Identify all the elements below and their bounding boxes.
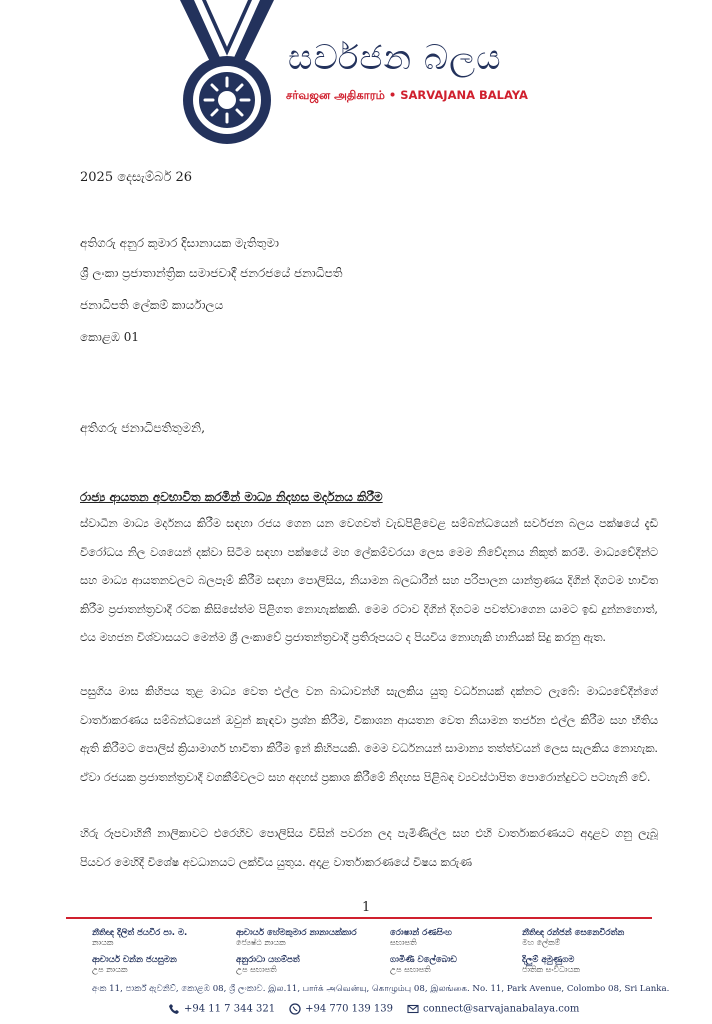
contact-row [168, 1003, 579, 1015]
salutation: අතිගරු ජනාධිපතිතුමනි, [80, 420, 206, 435]
brand-subtitle: சர்வஜன அதிகாரம் • SARVAJANA BALAYA [286, 88, 528, 102]
brand-title: සර්වජන බලය [288, 38, 502, 78]
person-name: නීතිඥ දිලිත් ජයවීර පා. ම. [92, 928, 188, 938]
body-paragraph: පසුගිය මාස කිහිපය තුළ මාධ්‍ය වෙත එල්ල වන බාධාවන්හි සැලකිය යුතු වර්ධනයක් දක්නට ලැබේ: මාධ්‍යවේදීන්ගේ වාර්තාකරණය සම්බන්ධයෙන් ඔවුන් කැඳවා ප්‍රශ්න කිරීම, විකාශන ආයතන වෙත නියාමන තර්ජන එල්ල කිරීම සහ භීතිය ඇති කිරීමට පොලිස් ක්‍රියාමාර්ග භාවිතා කිරීම ඉන් කිහිපයකි. මෙම වර්ධනයන් සාමාන්‍ය තත්ත්වයන් ලෙස සැලකිය නොහැක. ඒවා රජයක ප්‍රජාතන්ත්‍රවාදී වගකීම්වලට සහ අදහස් ප්‍රකාශ කිරීමේ නිදහස පිළිබඳ ව්‍යවස්ථාපිත පොරොන්දුවට පටහැනි වේ. [80, 685, 658, 784]
person-name: අනුරාධා යහම්පත් [236, 955, 300, 965]
person-role: උප සභාපති [390, 965, 431, 974]
phone-contact[interactable] [168, 1003, 275, 1015]
person-role: මහ ලේකම් [522, 938, 561, 947]
addressee-city: කොළඹ 01 [80, 330, 139, 344]
whatsapp-contact[interactable] [289, 1003, 393, 1015]
page-number: 1 [362, 900, 371, 915]
footer-person [522, 955, 580, 975]
footer-person [92, 928, 187, 948]
addressee-title: ශ්‍රී ලංකා ප්‍රජාතාන්ත්‍රික සමාජවාදී ජනරජයේ ජනාධිපති [80, 266, 343, 280]
footer-person [390, 955, 457, 975]
person-role: උප සභාපති [236, 965, 277, 974]
addressee-name: අතිගරු අනුර කුමාර දිසානායක මැතිතුමා [80, 236, 279, 250]
person-name: නීතිඥ රන්ජන් සෙනෙවිරත්න [522, 928, 625, 938]
footer-person [236, 928, 357, 948]
person-role: ජාතික සංවිධායක [522, 965, 580, 974]
person-name: ගාමිණී වලේබොඩ [390, 955, 457, 965]
body-paragraph: හිරු රූපවාහිනී නාලිකාවට එරෙහිව පොලිසිය විසින් පවරන ලද පැමිණිල්ල සහ එහි වාර්තාකරණයට අදාළව ගනු ලැබූ පියවර මෙහිදී විශේෂ අවධානයට ලක්විය යුතුය. අදාළ වාර්තාකරණයේ විෂය කරුණ [80, 827, 658, 869]
person-name: රොෂාන් රණසිංහ [390, 928, 452, 938]
person-name: ආචාර්ය චන්න ජයසුමන [92, 955, 177, 965]
email-contact[interactable] [407, 1003, 579, 1015]
body-paragraph: ස්වාධීන මාධ්‍ය මර්දනය කිරීම සඳහා රජය ගෙන යන වෙගවත් වැඩපිළිවෙළ සම්බන්ධයෙන් සර්වජන බලය පක්ෂයේ දැඩි විරෝධය නිල වශයෙන් දක්වා සිටීම සඳහා පක්ෂයේ මහ ලේකම්වරයා ලෙස මෙම නිවේදනය නිකුත් කරමි. මාධ්‍යවේදීන්ට සහ මාධ්‍ය ආයතනවලට බලපෑම් කිරීම සඳහා පොලිසිය, නියාමන බලධාරීන් සහ පරිපාලන යාන්ත්‍රණය දිගින් දිගටම භාවිත කිරීම ප්‍රජාතන්ත්‍රවාදී රටක කිසිසේත්ම පිළිගත නොහැක්කකි. මෙම රටාව දිගින් දිගටම පවත්වාගෙන යාමට ඉඩ දුන්නහොත්, එය මහජන විශ්වාසයට මෙන්ම ශ්‍රී ලංකාවේ ප්‍රජාතන්ත්‍රවාදී ප්‍රතිරූපයට ද පියවිය නොහැකි හානියක් සිදු කරනු ඇත. [80, 517, 658, 644]
footer-divider [66, 917, 652, 919]
footer-person [92, 955, 177, 975]
person-role: නායක [92, 938, 114, 947]
logo-medal-icon [172, 0, 282, 152]
whatsapp-icon [289, 1003, 301, 1015]
email-address: connect@sarvajanabalaya.com [423, 1003, 580, 1015]
email-icon [407, 1003, 419, 1015]
footer-person [522, 928, 624, 948]
subject-line: රාජ්‍ය ආයතන අවභාවිත කරමින් මාධ්‍ය නිදහස මර්දනය කිරීම [80, 490, 383, 504]
addressee-office: ජනාධිපති ලේකම් කාර්යාලය [80, 298, 224, 312]
person-name: දිලුම් අමුණුගම [522, 955, 575, 965]
footer-person [390, 928, 452, 948]
phone-icon [168, 1003, 180, 1015]
letter-date: 2025 දෙසැම්බර් 26 [80, 170, 192, 185]
person-role: ජ්‍යෙෂ්ඨ නායක [236, 938, 286, 947]
footer-person [236, 955, 300, 975]
person-name: ආචාර්ය හේමකුමාර නානායක්කාර [236, 928, 357, 938]
whatsapp-number: +94 770 139 139 [305, 1003, 393, 1015]
person-role: සභාපති [390, 938, 417, 947]
person-role: උප නායක [92, 965, 128, 974]
footer-address: අංක 11, පාර්ක් ඇවනිව්, කොළඹ 08, ශ්‍රී ලංකාව. இல.11, பார்க் அவென்யு, கொழும்பு 08, இலங்கை. No. 11, Park Avenue, Colombo 08, Sri Lanka. [92, 984, 670, 994]
phone-number: +94 11 7 344 321 [184, 1003, 276, 1015]
